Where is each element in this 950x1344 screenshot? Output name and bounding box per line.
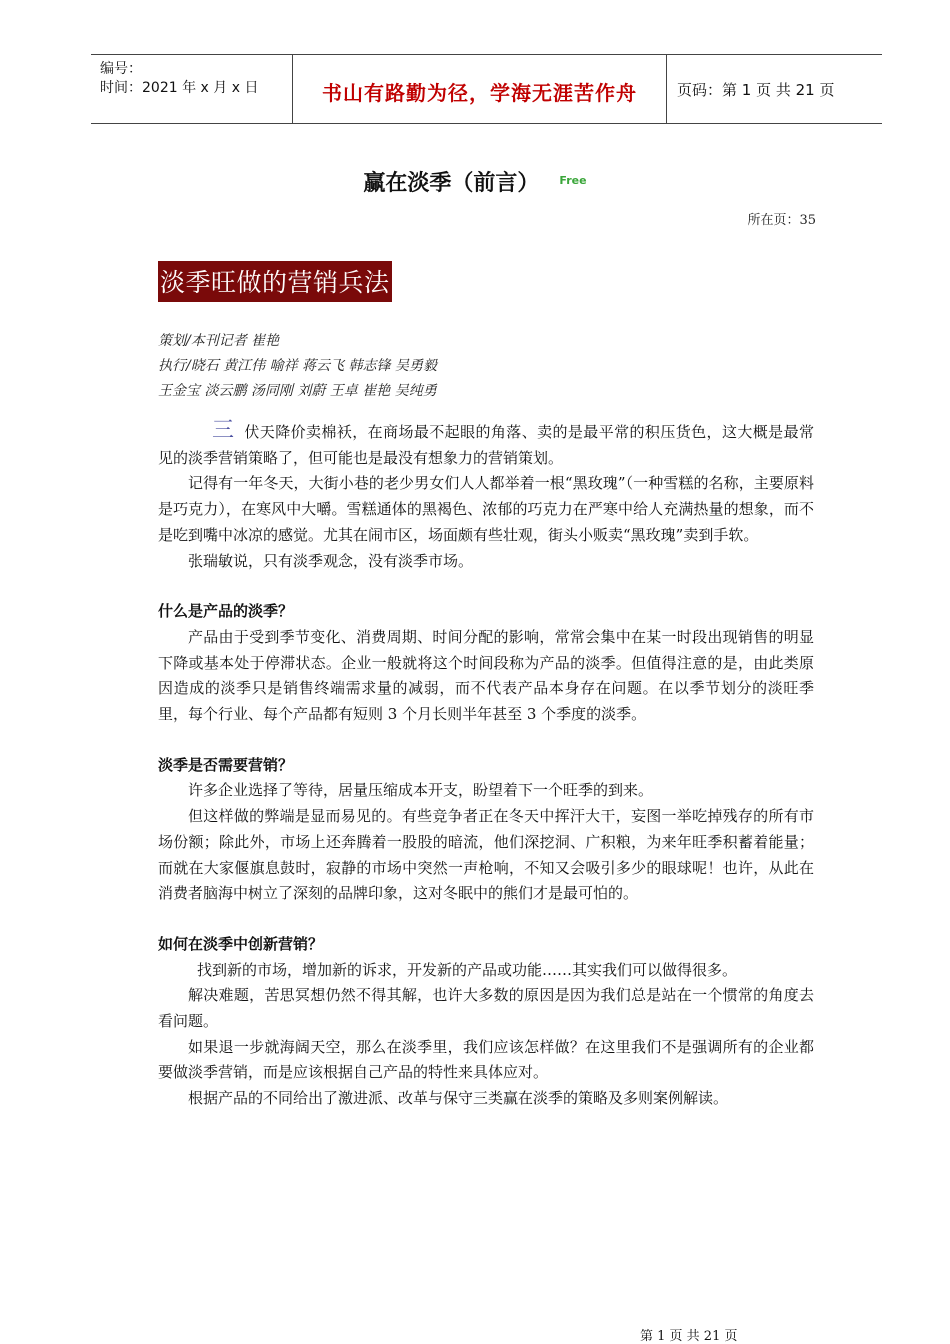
credits-line: 王金宝 淡云鹏 汤同刚 刘蔚 王卓 崔艳 吴纯勇 xyxy=(158,383,437,399)
header-page-cell xyxy=(667,55,882,123)
paragraph: 许多企业选择了等待，居量压缩成本开支，盼望着下一个旺季的到来。 xyxy=(188,781,654,800)
credits-line: 策划/本刊记者 崔艳 xyxy=(158,333,280,349)
time-label: 时间：2021 年 x 月 x 日 xyxy=(100,80,259,96)
paragraph: 如果退一步就海阔天空，那么在淡季里，我们应该怎样做？在这里我们不是强调所有的企业都要做淡季营销，而是应该根据自己产品的特性来具体应对。 xyxy=(158,1037,814,1082)
section-banner: 淡季旺做的营销兵法 xyxy=(158,261,392,302)
page-title xyxy=(0,166,950,197)
header-meta-cell xyxy=(91,55,293,123)
paragraph: 找到新的市场，增加新的诉求，开发新的产品或功能……其实我们可以做得很多。 xyxy=(197,960,738,979)
number-label: 编号： xyxy=(100,61,142,77)
page-footer: 第 1 页 共 21 页 xyxy=(640,1329,738,1344)
paragraph: 产品由于受到季节变化、消费周期、时间分配的影响，常常会集中在某一时段出现销售的明显下降或基本处于停滞状态。企业一般就将这个时间段称为产品的淡季。但值得注意的是，由此类原因造成的淡季只是销售终端需求量的减弱，而不代表产品本身存在问题。在以季节划分的淡旺季里，每个行业、每个产品都有短则 3 个月长则半年甚至 3 个季度的淡季。 xyxy=(158,627,814,724)
drop-cap: 三 xyxy=(212,418,235,443)
intro-paragraph xyxy=(158,418,814,471)
section-heading: 淡季是否需要营销？ xyxy=(158,755,294,774)
document-header xyxy=(91,54,882,124)
header-page-number: 页码：第 1 页 共 21 页 xyxy=(677,81,835,99)
paragraph: 根据产品的不同给出了激进派、改革与保守三类赢在淡季的策略及多则案例解读。 xyxy=(188,1089,729,1108)
header-motto-cell xyxy=(293,55,667,123)
credits-block xyxy=(158,329,437,404)
section-heading: 如何在淡季中创新营销？ xyxy=(158,934,324,953)
credits-line: 执行/晓石 黄江伟 喻祥 蒋云飞 韩志锋 吴勇毅 xyxy=(158,358,437,374)
title-text: 赢在淡季（前言） xyxy=(363,171,540,196)
free-badge: Free xyxy=(559,174,587,187)
paragraph: 但这样做的弊端是显而易见的。有些竞争者正在冬天中挥汗大干，妄图一举吃掉残存的所有市场份额；除此外，市场上还奔腾着一股股的暗流，他们深挖洞、广积粮，为来年旺季积蓄着能量；而就在大家偃旗息鼓时，寂静的市场中突然一声枪响，不知又会吸引多少的眼球呢！也许，从此在消费者脑海中树立了深刻的品牌印象，这对冬眠中的熊们才是最可怕的。 xyxy=(158,807,814,903)
motto: 书山有路勤为径，学海无涯苦作舟 xyxy=(322,81,637,105)
located-page: 所在页：35 xyxy=(747,213,816,228)
section-heading: 什么是产品的淡季？ xyxy=(158,602,294,621)
article-body xyxy=(158,418,814,1112)
paragraph: 张瑞敏说，只有淡季观念，没有淡季市场。 xyxy=(188,551,474,570)
paragraph: 解决难题，苦思冥想仍然不得其解，也许大多数的原因是因为我们总是站在一个惯常的角度去看问题。 xyxy=(158,986,814,1031)
intro-text: 伏天降价卖棉袄，在商场最不起眼的角落、卖的是最平常的积压货色，这大概是最常见的淡季营销策略了，但可能也是最没有想象力的营销策划。 xyxy=(158,423,814,467)
paragraph: 记得有一年冬天，大街小巷的老少男女们人人都举着一根“黑玫瑰”（一种雪糕的名称，主要原料是巧克力），在寒风中大嚼。雪糕通体的黑褐色、浓郁的巧克力在严寒中给人充满热量的想象，而不是吃到嘴中冰凉的感觉。尤其在闹市区，场面颇有些壮观，街头小贩卖“黑玫瑰”卖到手软。 xyxy=(158,474,814,544)
